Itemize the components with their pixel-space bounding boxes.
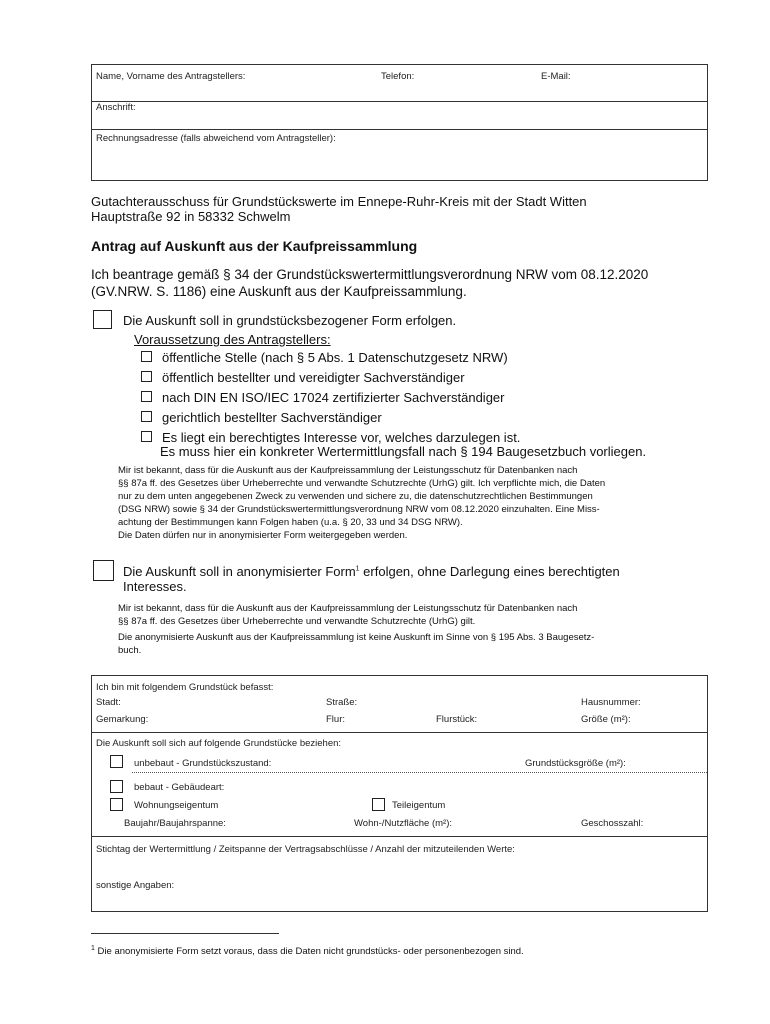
prereq-label: öffentliche Stelle (nach § 5 Abs. 1 Datenschutzgesetz NRW) — [162, 350, 508, 365]
stichtag-field-label: Stichtag der Wertermittlung / Zeitspanne der Vertragsabschlüsse / Anzahl der mitzuteilenden Werte: — [96, 844, 515, 855]
option-anonymized-checkbox[interactable] — [93, 560, 114, 581]
notice-line: achtung der Bestimmungen kann Folgen haben (u.a. § 20, 33 und 34 DSG NRW). — [118, 517, 463, 528]
unbebaut-checkbox[interactable] — [110, 755, 123, 768]
notice-line: buch. — [118, 645, 142, 656]
flurstueck-field-label: Flurstück: — [436, 714, 478, 725]
housenumber-field-label: Hausnummer: — [581, 697, 641, 708]
name-field-label: Name, Vorname des Antragstellers: — [96, 71, 246, 82]
gemarkung-field-label: Gemarkung: — [96, 714, 149, 725]
city-field-label: Stadt: — [96, 697, 121, 708]
phone-field-label: Telefon: — [381, 71, 415, 82]
prereq-label: gerichtlich bestellter Sachverständiger — [162, 410, 382, 425]
applicant-box — [91, 64, 708, 181]
unbebaut-label: unbebaut - Grundstückszustand: — [134, 758, 272, 769]
prereq-item-continuation: Es muss hier ein konkreter Wertermittlungsfall nach § 194 Baugesetzbuch vorliegen. — [160, 444, 647, 459]
page-title: Antrag auf Auskunft aus der Kaufpreissammlung — [91, 238, 418, 254]
option-anonymized-label-part: erfolgen, ohne Darlegung eines berechtigten — [359, 564, 620, 579]
option2-notice — [118, 602, 718, 657]
prereq-checkbox[interactable] — [141, 391, 152, 402]
footnote-rule — [91, 933, 279, 934]
flur-field-label: Flur: — [326, 714, 345, 725]
option-property-related-label: Die Auskunft soll in grundstücksbezogener Form erfolgen. — [123, 313, 457, 328]
prereq-item — [141, 350, 508, 365]
size-field-label: Größe (m²): — [581, 714, 631, 725]
option-property-related-checkbox[interactable] — [93, 310, 112, 329]
prereq-item — [141, 390, 504, 405]
footnote-mark: 1 — [91, 945, 95, 952]
notice-line: nur zu dem unten angegebenen Zweck zu verwenden und sichere zu, die datenschutzrechtlichen Bestimmungen — [118, 491, 593, 502]
recipient-line-2: Hauptstraße 92 in 58332 Schwelm — [91, 209, 291, 224]
prereq-label: Es liegt ein berechtigtes Interesse vor, welches darzulegen ist. — [162, 430, 521, 445]
prereq-checkbox[interactable] — [141, 431, 152, 442]
geschosszahl-field-label: Geschosszahl: — [581, 818, 644, 829]
recipient-line-1: Gutachterausschuss für Grundstückswerte im Ennepe-Ruhr-Kreis mit der Stadt Witten — [91, 194, 587, 209]
prereq-item — [141, 410, 382, 425]
intro-line-2: (GV.NRW. S. 1186) eine Auskunft aus der Kaufpreissammlung. — [91, 284, 467, 299]
prereq-checkbox[interactable] — [141, 411, 152, 422]
option-anonymized-label — [123, 564, 620, 579]
notice-line: Mir ist bekannt, dass für die Auskunft aus der Kaufpreissammlung der Leistungsschutz für Datenbanken nach — [118, 465, 578, 476]
option-anonymized-label-part: Die Auskunft soll in anonymisierter Form — [123, 564, 356, 579]
prereq-checkbox[interactable] — [141, 351, 152, 362]
baujahr-field-label: Baujahr/Baujahrspanne: — [124, 818, 226, 829]
bebaut-checkbox[interactable] — [110, 780, 123, 793]
teileigentum-label: Teileigentum — [392, 800, 446, 811]
notice-line: Die anonymisierte Auskunft aus der Kaufpreissammlung ist keine Auskunft im Sinne von § 195 Abs. 3 Baugesetz- — [118, 632, 595, 643]
intro-line-1: Ich beantrage gemäß § 34 der Grundstückswertermittlungsverordnung NRW vom 08.12.2020 — [91, 267, 649, 282]
prereq-item — [141, 430, 520, 445]
billing-address-field-label: Rechnungsadresse (falls abweichend vom Antragsteller): — [96, 133, 336, 144]
email-field-label: E-Mail: — [541, 71, 571, 82]
prereq-label: öffentlich bestellter und vereidigter Sachverständiger — [162, 370, 465, 385]
notice-line: Die Daten dürfen nur in anonymisierter Form weitergegeben werden. — [118, 530, 408, 541]
teileigentum-checkbox[interactable] — [372, 798, 385, 811]
footnote-reference: 1 — [355, 565, 360, 573]
bebaut-label: bebaut - Gebäudeart: — [134, 782, 225, 793]
option1-notice — [118, 464, 718, 542]
notice-line: (DSG NRW) sowie § 34 der Grundstückswertermittlungsverordnung NRW vom 08.12.2020 einzuhalten. Eine Miss- — [118, 504, 600, 515]
address-field-label: Anschrift: — [96, 102, 136, 113]
sonstige-angaben-field-label: sonstige Angaben: — [96, 880, 175, 891]
option-anonymized-label-line2: Interesses. — [123, 579, 187, 594]
divider — [92, 836, 707, 837]
property-details-box — [91, 675, 708, 912]
wohnflaeche-field-label: Wohn-/Nutzfläche (m²): — [354, 818, 453, 829]
footnote — [91, 942, 524, 958]
divider — [92, 101, 707, 102]
refers-to-label: Die Auskunft soll sich auf folgende Grundstücke beziehen: — [96, 738, 342, 749]
wohnungseigentum-label: Wohnungseigentum — [134, 800, 219, 811]
divider — [92, 732, 707, 733]
footnote-text: Die anonymisierte Form setzt voraus, dass die Daten nicht grundstücks- oder personenbezogen sind. — [94, 946, 524, 958]
prereq-item — [141, 370, 465, 385]
wohnungseigentum-checkbox[interactable] — [110, 798, 123, 811]
street-field-label: Straße: — [326, 697, 358, 708]
prereq-checkbox[interactable] — [141, 371, 152, 382]
notice-line: Mir ist bekannt, dass für die Auskunft aus der Kaufpreissammlung der Leistungsschutz für Datenbanken nach — [118, 603, 578, 614]
property-involved-label: Ich bin mit folgendem Grundstück befasst: — [96, 682, 274, 693]
prereq-label: nach DIN EN ISO/IEC 17024 zertifizierter Sachverständiger — [162, 390, 505, 405]
plot-size-label: Grundstücksgröße (m²): — [525, 758, 626, 769]
notice-line: §§ 87a ff. des Gesetzes über Urheberrechte und verwandte Schutzrechte (UrhG) gilt. — [118, 616, 476, 627]
dotted-separator — [132, 772, 707, 773]
prerequisite-heading: Voraussetzung des Antragstellers: — [134, 332, 331, 347]
divider — [92, 129, 707, 130]
notice-line: §§ 87a ff. des Gesetzes über Urheberrechte und verwandte Schutzrechte (UrhG) gilt. Ich verpflichte mich, die Daten — [118, 478, 606, 489]
